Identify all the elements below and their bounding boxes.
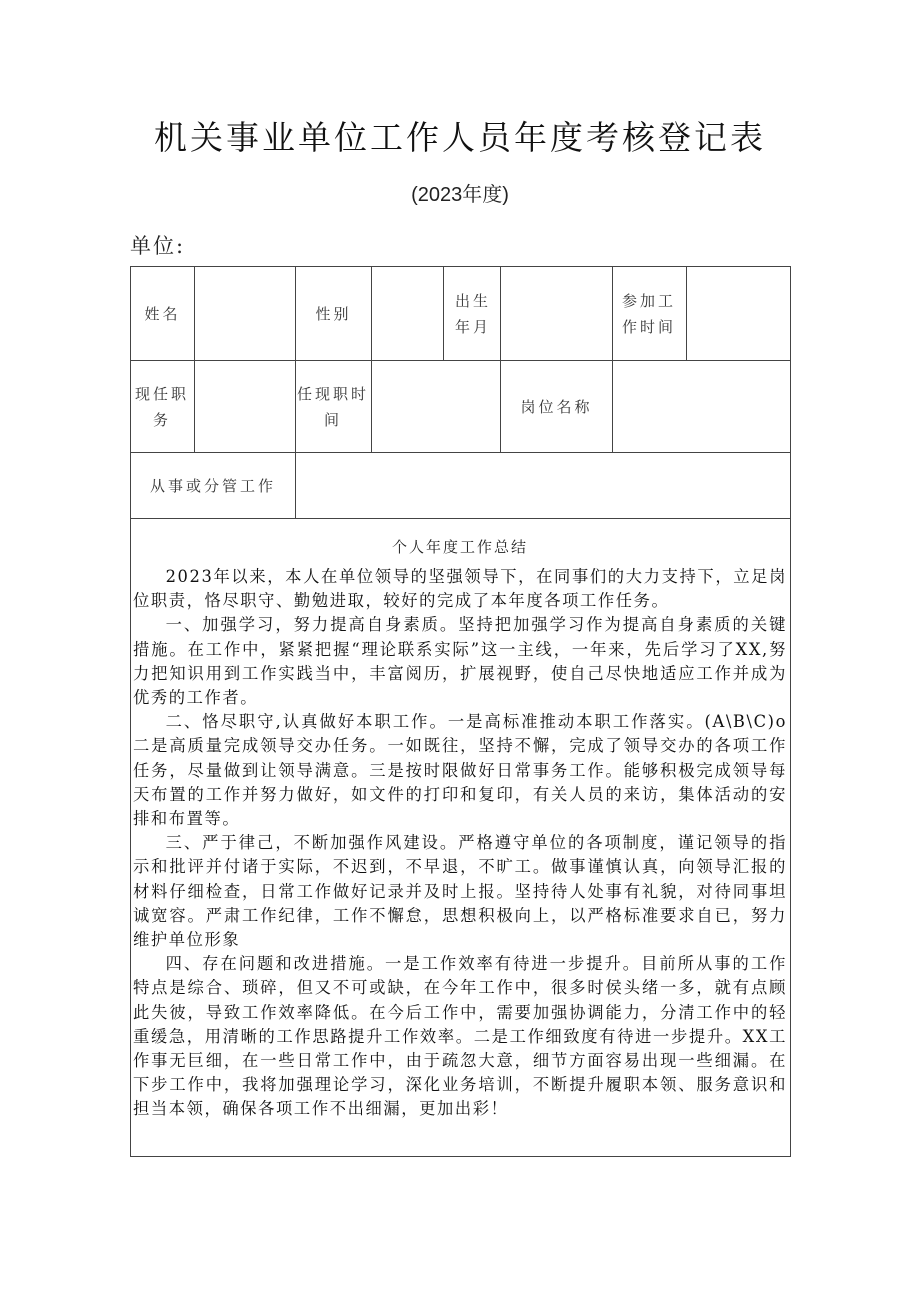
summary-paragraph: 2023年以来，本人在单位领导的坚强领导下，在同事们的大力支持下，立足岗位职责，恪尽职守、勤勉进取，较好的完成了本年度各项工作任务。: [133, 567, 787, 611]
year-subtitle: (2023年度): [411, 184, 509, 206]
table-border: [790, 266, 791, 1156]
label-post-name: 岗位名称: [520, 397, 593, 416]
label-gender: 性别: [315, 304, 352, 323]
summary-paragraph: 三、严于律己，不断加强作风建设。严格遵守单位的各项制度，谨记领导的指示和批评并付诸于实际，不迟到，不早退，不旷工。做事谨慎认真，向领导汇报的材料仔细检查，日常工作做好记录并及时上报。坚持待人处事有礼貌，对待同事坦诚宽容。严肃工作纪律，工作不懈怠，思想积极向上，以严格标准要求自已，努力维护单位形象: [133, 833, 787, 950]
label-position-time: 任现职时间: [297, 384, 370, 429]
summary-paragraph: 一、加强学习，努力提高自身素质。坚持把加强学习作为提高自身素质的关键措施。在工作中，紧紧把握“理论联系实际”这一主线，一年来，先后学习了XX,努力把知识用到工作实践当中，丰富阅历，扩展视野，使自己尽快地适应工作并成为优秀的工作者。: [133, 615, 787, 708]
field-work-start[interactable]: [687, 267, 790, 360]
summary-title: 个人年度工作总结: [391, 538, 528, 556]
summary-paragraph: 四、存在问题和改进措施。一是工作效率有待进一步提升。目前所从事的工作特点是综合、琐碎，但又不可或缺，在今年工作中，很多时侯头绪一多，就有点顾此失彼，导致工作效率降低。在今后工作中，需要加强协调能力，分清工作中的轻重缓急，用清晰的工作思路提升工作效率。二是工作细致度有待进一步提升。XX工作事无巨细，在一些日常工作中，由于疏忽大意，细节方面容易出现一些细漏。在下步工作中，我将加强理论学习，深化业务培训，不断提升履职本领、服务意识和担当本领，确保各项工作不出细漏，更加出彩！: [133, 954, 787, 1119]
label-duties: 从事或分管工作: [149, 476, 276, 495]
field-position[interactable]: [195, 361, 295, 452]
table-border: [130, 518, 791, 519]
page-title: 机关事业单位工作人员年度考核登记表: [154, 118, 766, 157]
label-name: 姓名: [144, 304, 181, 323]
label-position: 现任职务: [134, 384, 189, 429]
field-duties[interactable]: [296, 453, 790, 518]
label-birth: 出生年月: [454, 291, 491, 336]
table-border: [443, 266, 444, 360]
table-border: [130, 1156, 791, 1157]
field-gender[interactable]: [372, 267, 443, 360]
field-post-name[interactable]: [613, 361, 790, 452]
field-position-time[interactable]: [372, 361, 500, 452]
summary-body: [133, 565, 787, 1122]
summary-paragraph: 二、恪尽职守,认真做好本职工作。一是高标准推动本职工作落实。(A\B\C)o二是高质量完成领导交办任务。一如既往，坚持不懈，完成了领导交办的各项工作任务，尽量做到让领导满意。三是按时限做好日常事务工作。能够积极完成领导每天布置的工作并努力做好，如文件的打印和复印，有关人员的来访，集体活动的安排和布置等。: [133, 712, 787, 829]
unit-label: 单位:: [130, 234, 186, 258]
field-name[interactable]: [195, 267, 295, 360]
label-work-start: 参加工作时间: [621, 291, 676, 336]
table-border: [130, 266, 131, 1156]
field-birth[interactable]: [501, 267, 612, 360]
